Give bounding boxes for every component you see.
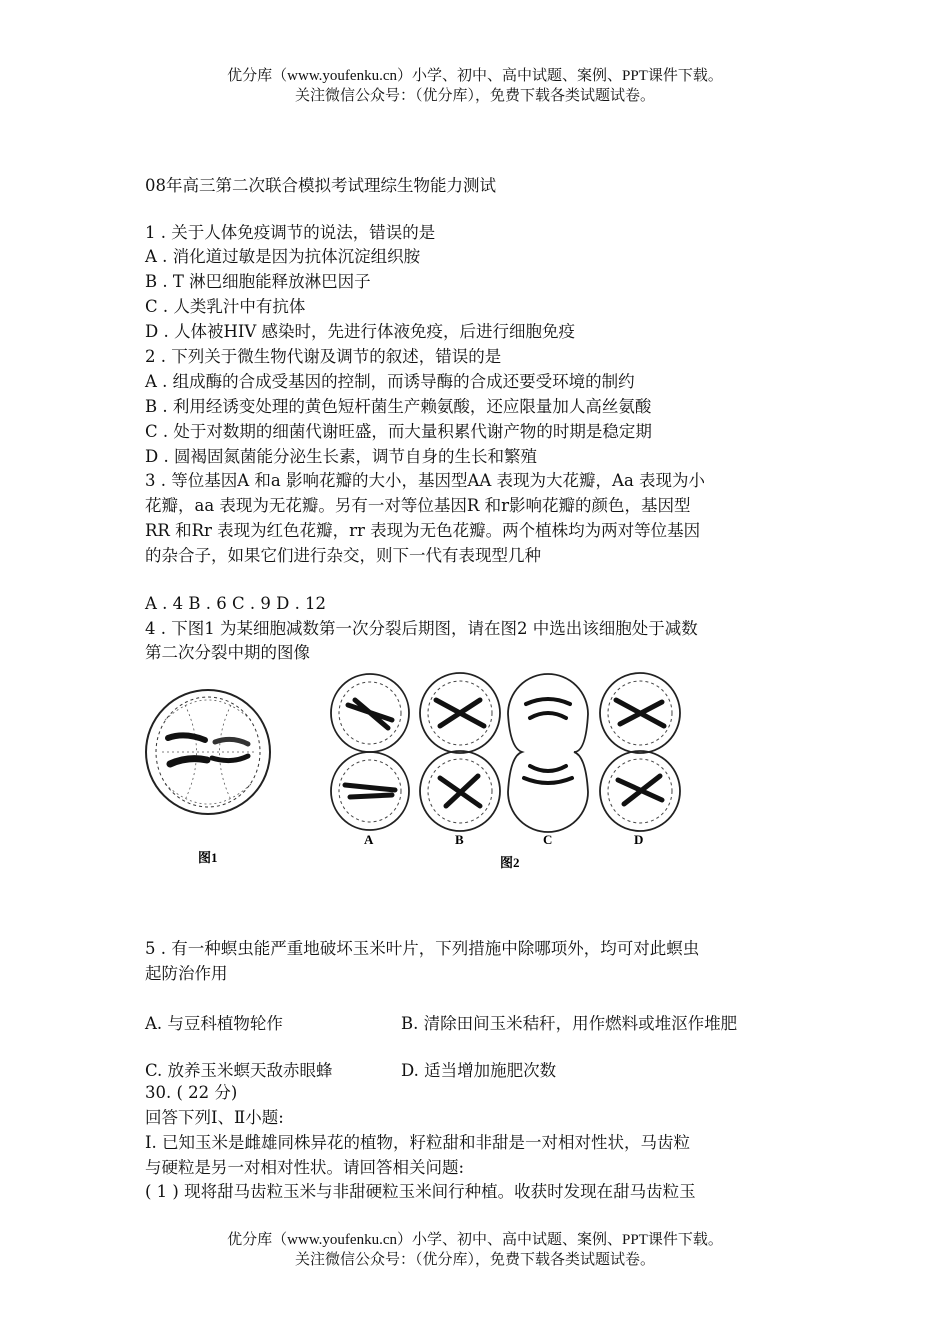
- q2-option-c: C . 处于对数期的细菌代谢旺盛，而大量积累代谢产物的时期是稳定期: [145, 422, 652, 441]
- q1-stem: 1 . 关于人体免疫调节的说法，错误的是: [145, 223, 436, 242]
- cell-division-figure: [0, 660, 950, 890]
- q30-part-1-line-2: 与硬粒是另一对相对性状。请回答相关问题:: [145, 1158, 465, 1177]
- header-line-2: 关注微信公众号：（优分库），免费下载各类试题试卷。: [294, 88, 655, 104]
- figure-1-cell: [146, 690, 270, 814]
- footer-line-2: 关注微信公众号：（优分库），免费下载各类试题试卷。: [294, 1252, 655, 1268]
- q3-line-1: 3 . 等位基因A 和a 影响花瓣的大小，基因型AA 表现为大花瓣，Aa 表现为小: [145, 471, 706, 490]
- q3-line-4: 的杂合子，如果它们进行杂交，则下一代有表现型几种: [145, 546, 541, 565]
- q1-option-a: A . 消化道过敏是因为抗体沉淀组织胺: [145, 247, 421, 266]
- q3-options: A . 4 B . 6 C . 9 D . 12: [145, 594, 327, 613]
- q5-option-c: C. 放养玉米螟天敌赤眼蜂: [145, 1061, 333, 1080]
- cell-c: [508, 674, 588, 832]
- cell-b-label: B: [455, 832, 464, 847]
- figure-2-label: 图2: [500, 855, 520, 870]
- q30-head: 30. ( 22 分): [145, 1083, 238, 1102]
- cell-c-label: C: [543, 832, 553, 847]
- header-line-1: 优分库（www.youfenku.cn）小学、初中、高中试题、案例、PPT课件下载。: [227, 68, 723, 84]
- q5-option-a: A. 与豆科植物轮作: [145, 1014, 283, 1033]
- q30-intro: 回答下列Ⅰ、Ⅱ小题:: [145, 1108, 284, 1127]
- page-header: [0, 66, 950, 106]
- q30-part-1-line-1: Ⅰ. 已知玉米是雌雄同株异花的植物，籽粒甜和非甜是一对相对性状，马齿粒: [145, 1133, 691, 1152]
- cell-b: [420, 673, 500, 831]
- q2-stem: 2 . 下列关于微生物代谢及调节的叙述，错误的是: [145, 347, 502, 366]
- q1-option-d: D . 人体被HIV 感染时，先进行体液免疫，后进行细胞免疫: [145, 322, 576, 341]
- q3-line-3: RR 和Rr 表现为红色花瓣，rr 表现为无色花瓣。两个植株均为两对等位基因: [145, 521, 701, 540]
- q3-line-2: 花瓣，aa 表现为无花瓣。另有一对等位基因R 和r影响花瓣的颜色，基因型: [145, 496, 691, 515]
- cell-a: [331, 674, 409, 830]
- q4-line-2: 第二次分裂中期的图像: [145, 643, 310, 662]
- document-title: 08年高三第二次联合模拟考试理综生物能力测试: [145, 176, 496, 195]
- q2-option-b: B . 利用经诱变处理的黄色短杆菌生产赖氨酸，还应限量加人高丝氨酸: [145, 397, 652, 416]
- figure-1-label: 图1: [198, 850, 218, 865]
- cell-d-label: D: [634, 832, 644, 847]
- q1-option-b: B . T 淋巴细胞能释放淋巴因子: [145, 272, 371, 291]
- q1-option-c: C . 人类乳汁中有抗体: [145, 297, 306, 316]
- q30-part-1-line-3: ( 1 ) 现将甜马齿粒玉米与非甜硬粒玉米间行种植。收获时发现在甜马齿粒玉: [145, 1182, 696, 1201]
- q5-option-d: D. 适当增加施肥次数: [401, 1061, 557, 1080]
- q5-line-1: 5 . 有一种螟虫能严重地破坏玉米叶片，下列措施中除哪项外，均可对此螟虫: [145, 939, 700, 958]
- q2-option-a: A . 组成酶的合成受基因的控制，而诱导酶的合成还要受环境的制约: [145, 372, 635, 391]
- q5-line-2: 起防治作用: [145, 964, 228, 983]
- page-footer: [0, 1230, 950, 1270]
- q5-option-b: B. 清除田间玉米秸秆，用作燃料或堆沤作堆肥: [401, 1014, 738, 1033]
- q4-line-1: 4 . 下图1 为某细胞减数第一次分裂后期图，请在图2 中选出该细胞处于减数: [145, 619, 698, 638]
- cell-d: [600, 673, 680, 831]
- q2-option-d: D . 圆褐固氮菌能分泌生长素，调节自身的生长和繁殖: [145, 447, 537, 466]
- cell-a-label: A: [364, 832, 374, 847]
- footer-line-1: 优分库（www.youfenku.cn）小学、初中、高中试题、案例、PPT课件下载。: [227, 1232, 723, 1248]
